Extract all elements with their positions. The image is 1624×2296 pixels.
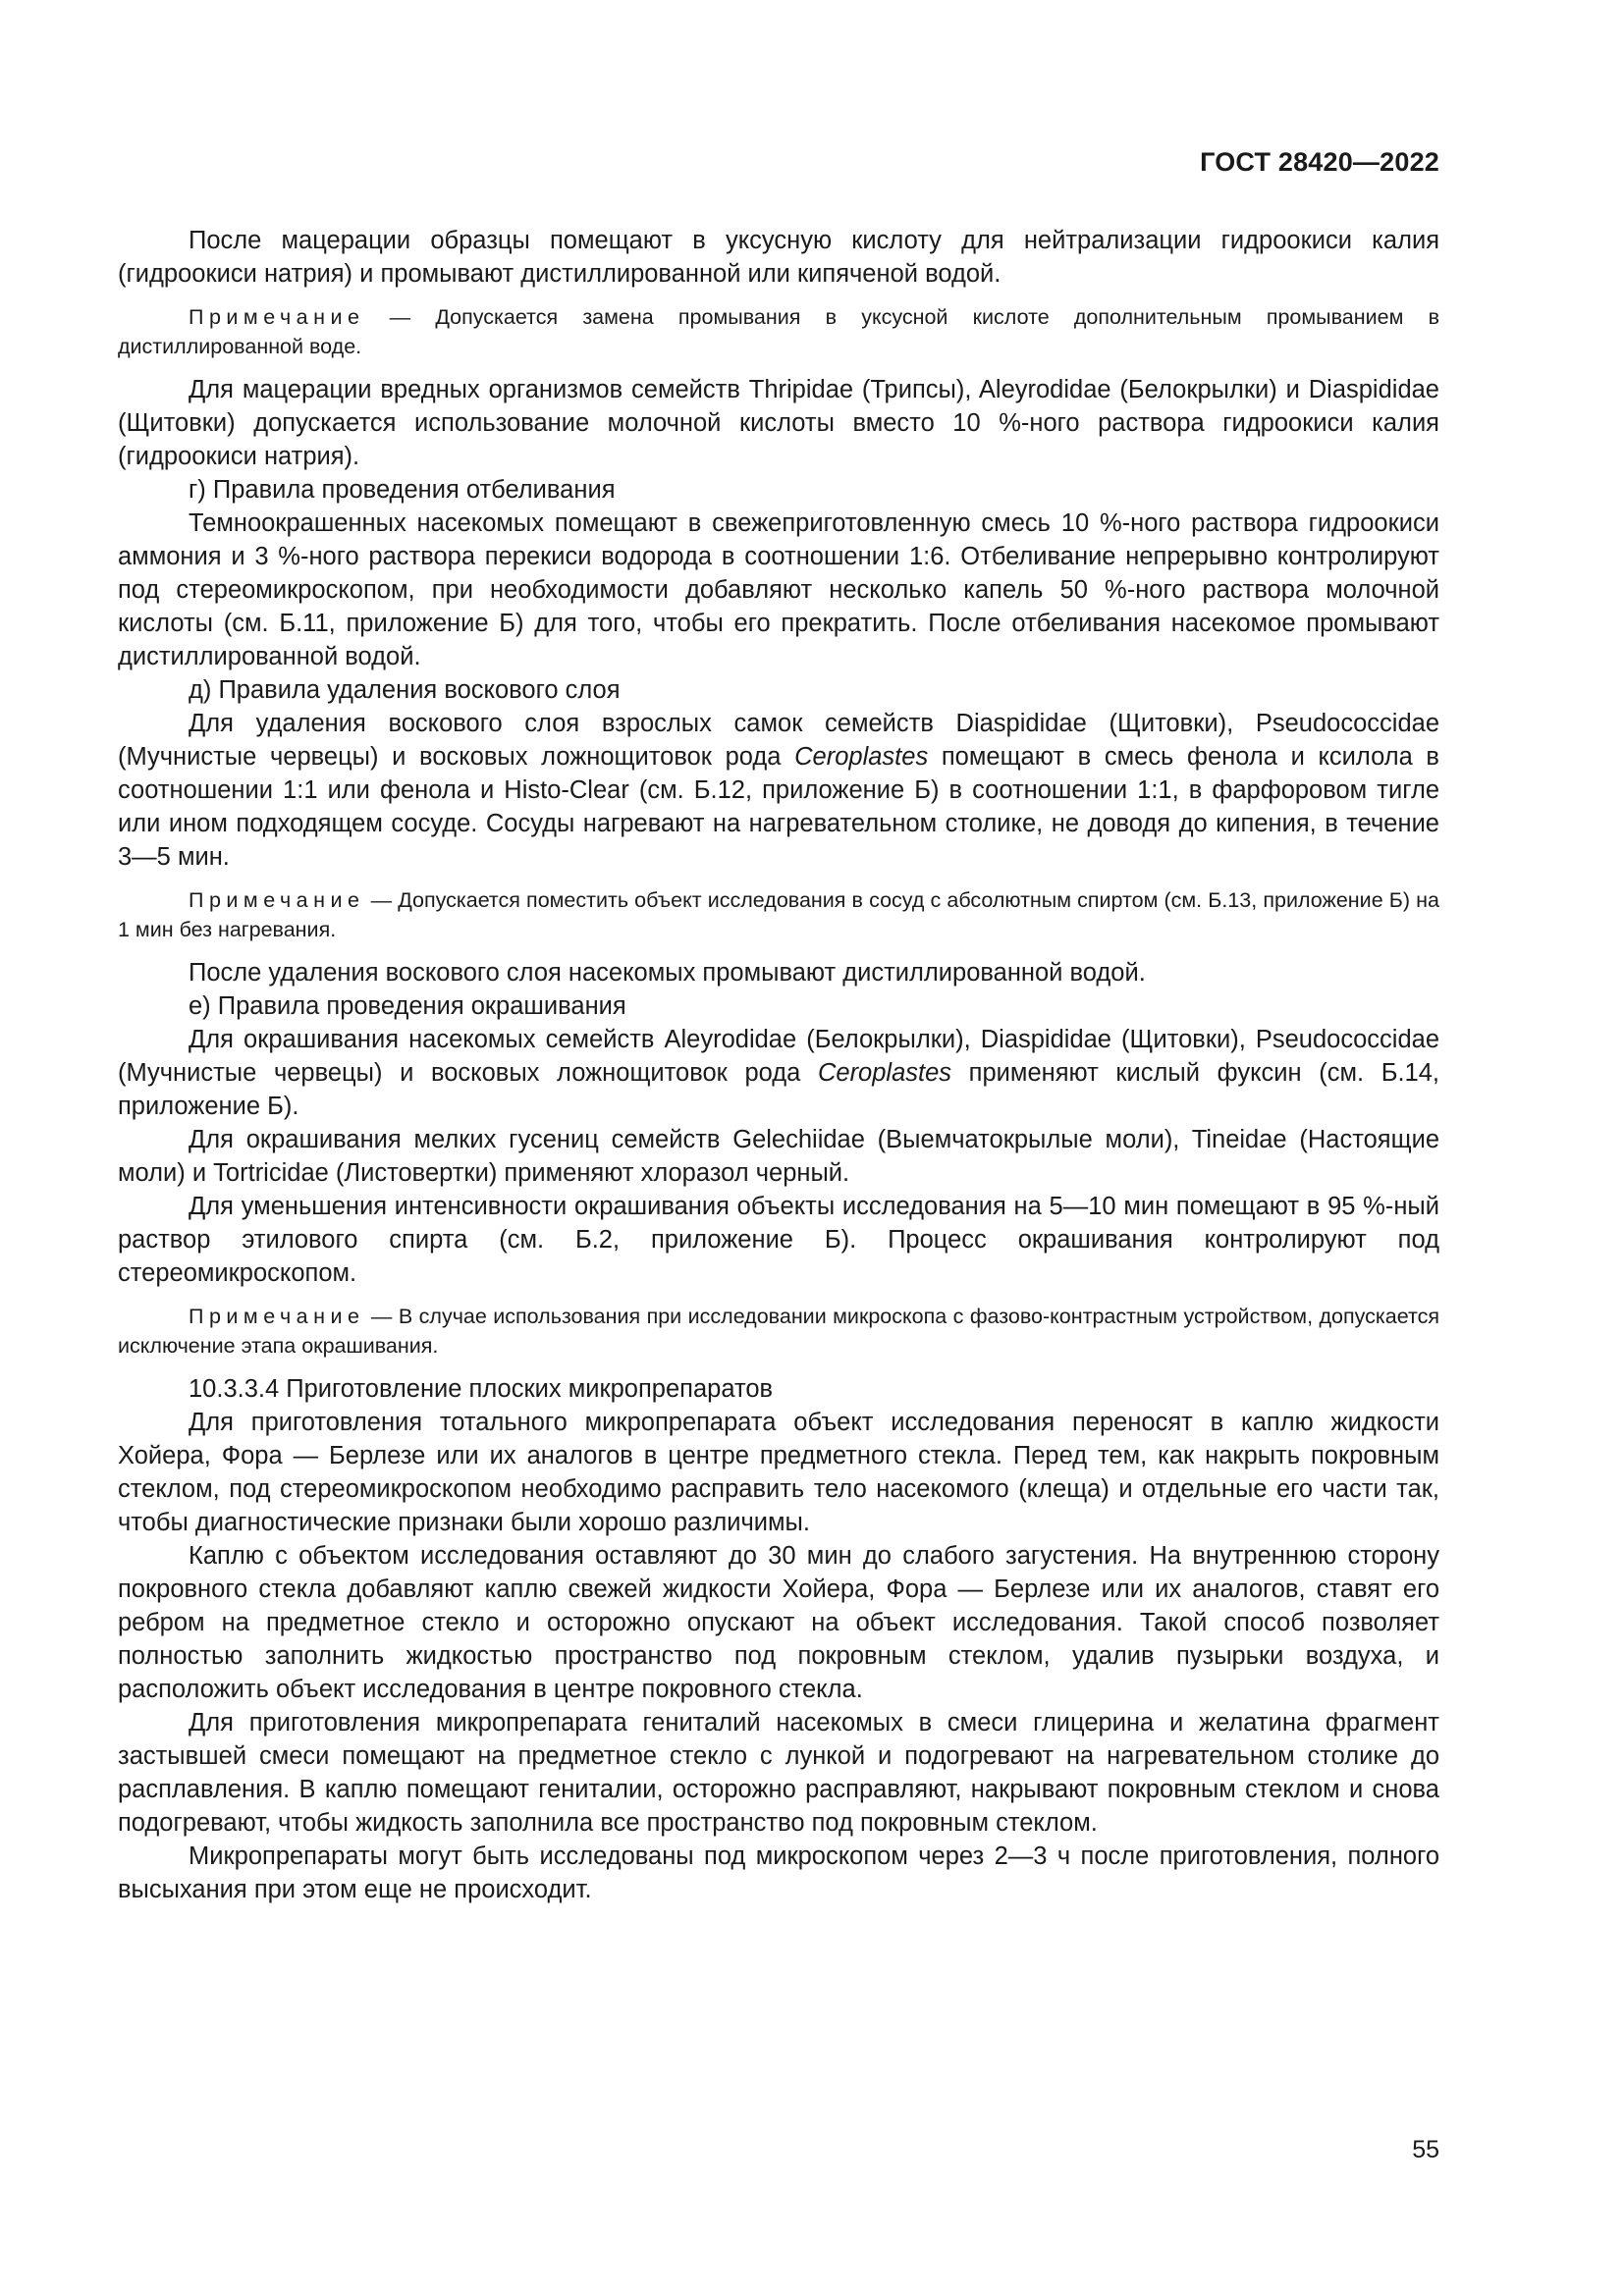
- page-number: 55: [1412, 2136, 1439, 2163]
- list-item-heading: е) Правила проведения окрашивания: [189, 992, 626, 1020]
- paragraph-text: Для окрашивания насекомых семейств Aleyrodidae (Белокрылки), Diaspididae (Щитовки), Pseudococcidae (Мучнистые червецы) и восковых ложнощитовок рода: [118, 1026, 1439, 1087]
- paragraph: Микропрепараты могут быть исследованы под микроскопом через 2—3 ч после приготовления, полного высыхания при этом еще не происходит.: [118, 1842, 1439, 1903]
- genus-name: Ceroplastes: [794, 743, 929, 771]
- note: [118, 885, 1439, 944]
- page-body: [118, 224, 1439, 1906]
- paragraph: [118, 707, 1439, 874]
- list-item-heading: д) Правила удаления воскового слоя: [189, 676, 621, 704]
- list-item-heading: г) Правила проведения отбеливания: [189, 476, 616, 504]
- document-number: ГОСТ 28420—2022: [1200, 147, 1439, 177]
- paragraph: Каплю с объектом исследования оставляют до 30 мин до слабого загустения. На внутреннюю сторону покровного стекла добавляют каплю свежей жидкости Хойера, Фора — Берлезе или их аналогов, ставят его ребром на предметное стекло и осторожно опускают на объект исследования. Такой способ позволяет полностью заполнить жидкостью пространство под покровным стеклом, удалив пузырьки воздуха, и расположить объект исследования в центре покровного стекла.: [118, 1542, 1439, 1703]
- paragraph: [118, 1023, 1439, 1123]
- paragraph: Для приготовления тотального микропрепарата объект исследования переносят в каплю жидкости Хойера, Фора — Берлезе или их аналогов в центре предметного стекла. Перед тем, как накрыть покровным стеклом, под стереомикроскопом необходимо расправить тело насекомого (клеща) и отдельные его части так, чтобы диагностические признаки были хорошо различимы.: [118, 1409, 1439, 1536]
- paragraph: После удаления воскового слоя насекомых промывают дистиллированной водой.: [189, 959, 1146, 987]
- note-text: — Допускается поместить объект исследования в сосуд с абсолютным спиртом (см. Б.13, приложение Б) на 1 мин без нагревания.: [118, 888, 1439, 941]
- paragraph: Темноокрашенных насекомых помещают в свежеприготовленную смесь 10 %-ного раствора гидроокиси аммония и 3 %-ного раствора перекиси водорода в соотношении 1:6. Отбеливание непрерывно контролируют под стереомикроскопом, при необходимости добавляют несколько капель 50 %-ного раствора молочной кислоты (см. Б.11, приложение Б) для того, чтобы его прекратить. После отбеливания насекомое промывают дистиллированной водой.: [118, 509, 1439, 670]
- section-heading: 10.3.3.4 Приготовление плоских микропрепаратов: [189, 1375, 774, 1403]
- note-label: Примечание: [189, 1305, 365, 1328]
- paragraph: Для мацерации вредных организмов семейств Thripidae (Трипсы), Aleyrodidae (Белокрылки) и Diaspididae (Щитовки) допускается использование молочной кислоты вместо 10 %-ного раствора гидроокиси калия (гидроокиси натрия).: [118, 376, 1439, 470]
- paragraph: Для приготовления микропрепарата гениталий насекомых в смеси глицерина и желатина фрагмент застывшей смеси помещают на предметное стекло с лункой и подогревают на нагревательном столике до расплавления. В каплю помещают гениталии, осторожно расправляют, накрывают покровным стеклом и снова подогревают, чтобы жидкость заполнила все пространство под покровным стеклом.: [118, 1709, 1439, 1837]
- paragraph-text: помещают в смесь фенола и ксилола в соотношении 1:1 или фенола и Histo-Clear (см. Б.12, приложение Б) в соотношении 1:1, в фарфоровом тигле или ином подходящем сосуде. Сосуды нагревают на нагревательном столике, не доводя до кипения, в течение 3—5 мин.: [118, 743, 1439, 871]
- paragraph: Для окрашивания мелких гусениц семейств Gelechiidae (Выемчатокрылые моли), Tineidae (Настоящие моли) и Tortricidae (Листовертки) применяют хлоразол черный.: [118, 1126, 1439, 1187]
- note-label: Примечание: [189, 305, 365, 329]
- paragraph-text: Для удаления воскового слоя взрослых самок семейств Diaspididae (Щитовки), Pseudococcidae (Мучнистые червецы) и восковых ложнощитовок рода: [118, 710, 1439, 771]
- paragraph-text: применяют кислый фуксин (см. Б.14, приложение Б).: [118, 1059, 1439, 1120]
- note: [118, 1302, 1439, 1361]
- note: [118, 302, 1439, 361]
- note-label: Примечание: [189, 888, 365, 912]
- paragraph: После мацерации образцы помещают в уксусную кислоту для нейтрализации гидроокиси калия (гидроокиси натрия) и промывают дистиллированной или кипяченой водой.: [118, 227, 1439, 288]
- note-text: — В случае использования при исследовании микроскопа с фазово-контрастным устройством, допускается исключение этапа окрашивания.: [118, 1305, 1439, 1358]
- note-text: — Допускается замена промывания в уксусной кислоте дополнительным промыванием в дистиллированной воде.: [118, 305, 1439, 358]
- paragraph: Для уменьшения интенсивности окрашивания объекты исследования на 5—10 мин помещают в 95 %-ный раствор этилового спирта (см. Б.2, приложение Б). Процесс окрашивания контролируют под стереомикроскопом.: [118, 1193, 1439, 1287]
- genus-name: Ceroplastes: [817, 1059, 952, 1087]
